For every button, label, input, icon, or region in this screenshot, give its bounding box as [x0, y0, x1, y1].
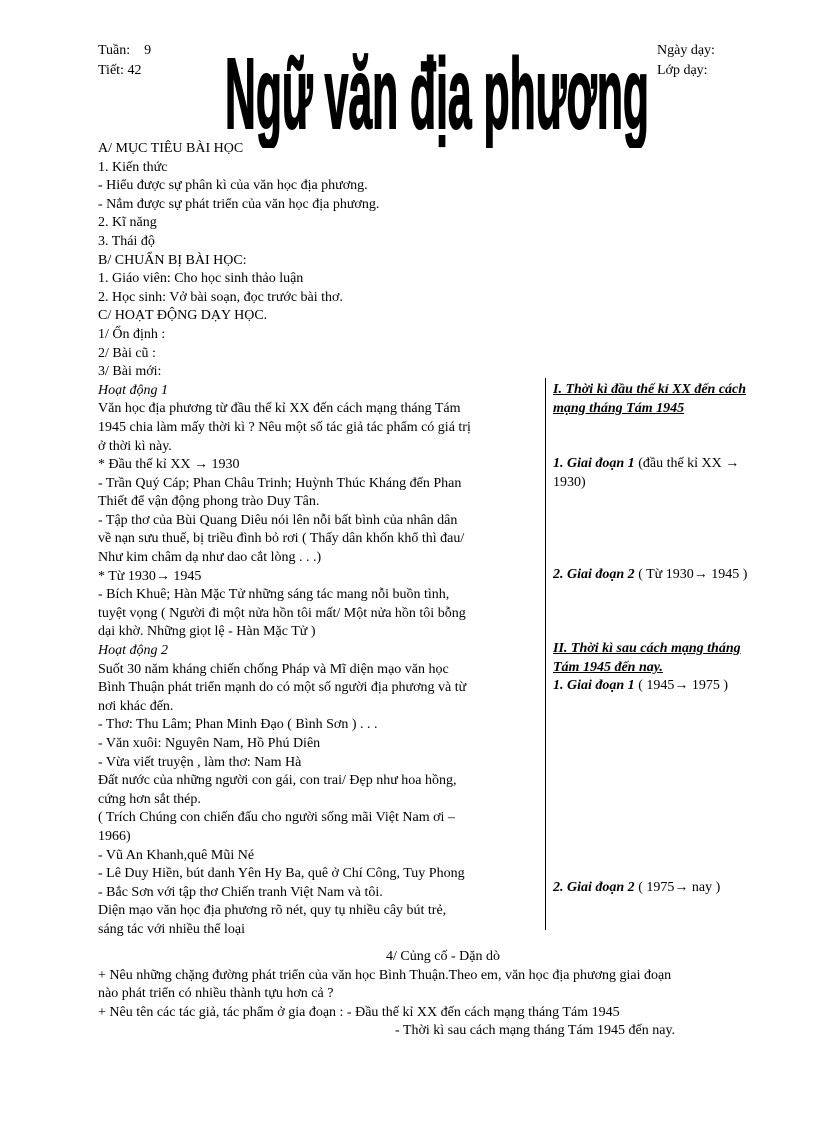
text-line: Như kim châm dạ như dao cắt lòng . . .) [98, 550, 322, 566]
consolidation-section [98, 948, 788, 1041]
page-title [222, 28, 652, 148]
consolidation-heading: 4/ Củng cố - Dặn dò [386, 949, 500, 964]
section-c-heading: C/ HOẠT ĐỘNG DẠY HỌC. [98, 308, 268, 324]
activity-1-heading: Hoạt động 1 [98, 382, 168, 398]
text-line: 1966) [98, 828, 131, 844]
text-line: - Vũ An Khanh,quê Mũi Né [98, 847, 255, 863]
text-line: - Tập thơ của Bùi Quang Diêu nói lên nỗi bất bình của nhân dân [98, 512, 458, 528]
text-line: 1/ Ổn định : [98, 326, 166, 342]
text-line: tuyệt vọng ( Người đi một nửa hồn tôi mất/ Một nửa hồn tôi bỗng [98, 605, 466, 621]
text-line: dại khờ. Những giọt lệ - Hàn Mặc Tử ) [98, 624, 316, 640]
text-line: 1. Giáo viên: Cho học sinh thảo luận [98, 271, 304, 287]
section-a-heading: A/ MỤC TIÊU BÀI HỌC [98, 141, 244, 156]
stage-1-label-cont: 1930) [553, 475, 586, 490]
text-line: - Trần Quý Cáp; Phan Châu Trinh; Huỳnh Thúc Kháng đến Phan [98, 475, 462, 491]
text-line: 1. Kiến thức [98, 159, 168, 175]
text-line: - Lê Duy Hiền, bút danh Yên Hy Ba, quê ở Chí Công, Tuy Phong [98, 866, 465, 882]
text-line: 2. Kĩ năng [98, 215, 157, 231]
stage-2-label: 2. Giai đoạn 2 ( Từ 1930→ 1945 ) [553, 567, 748, 582]
text-line: - Bích Khuê; Hàn Mặc Tử những sáng tác mang nỗi buồn tình, [98, 587, 450, 603]
week-label: Tuần: 9 [98, 43, 152, 58]
text-line: 2. Học sinh: Vở bài soạn, đọc trước bài thơ. [98, 289, 343, 305]
text-line: + Nêu tên các tác giả, tác phẩm ở gia đoạn : - Đầu thế kỉ XX đến cách mạng tháng Tám 1945 [98, 1004, 620, 1020]
activity-2-heading: Hoạt động 2 [98, 643, 168, 659]
stage-3-label: 1. Giai đoạn 1 ( 1945→ 1975 ) [553, 678, 729, 693]
text-line: Diện mạo văn học địa phương rõ nét, quy tụ nhiều cây bút trẻ, [98, 903, 447, 919]
teaching-date-label: Ngày dạy: [657, 43, 715, 58]
title-text: Ngữ văn địa phương [225, 38, 649, 148]
text-line: - Văn xuôi: Nguyên Nam, Hồ Phú Diên [98, 736, 321, 751]
text-line: về nạn sưu thuế, bị triều đình bỏ rơi ( Thấy dân khốn khổ thì đau/ [98, 531, 465, 547]
text-line: 3/ Bài mới: [98, 364, 162, 380]
text-line: cứng hơn sắt thép. [98, 791, 201, 807]
text-line: + Nêu những chặng đường phát triển của văn học Bình Thuận.Theo em, văn học địa phương giai đoạn [98, 967, 672, 983]
text-line: sáng tác với nhiều thể loại [98, 921, 245, 937]
text-line: Văn học địa phương từ đầu thế kỉ XX đến cách mạng tháng Tám [98, 401, 461, 417]
text-line: ở thời kì này. [98, 438, 172, 454]
text-line: - Nắm được sự phát triển của văn học địa phương. [98, 196, 380, 212]
text-line: Thiết để vận động phong trào Duy Tân. [98, 494, 320, 510]
text-line: Suốt 30 năm kháng chiến chống Pháp và Mĩ diện mạo văn học [98, 661, 449, 677]
text-line: nơi khác đến. [98, 698, 174, 714]
text-line: 3. Thái độ [98, 233, 155, 249]
lesson-number-label: Tiết: 42 [98, 63, 142, 78]
period-2-heading: II. Thời kì sau cách mạng tháng [553, 641, 741, 656]
text-line: - Bắc Sơn với tập thơ Chiến tranh Việt Nam và tôi. [98, 884, 383, 900]
text-line: - Thời kì sau cách mạng tháng Tám 1945 đến nay. [395, 1023, 676, 1039]
class-label: Lớp dạy: [657, 63, 708, 78]
text-line: - Hiểu được sự phân kì của văn học địa phương. [98, 178, 368, 194]
stage-4-label: 2. Giai đoạn 2 ( 1975→ nay ) [553, 880, 721, 895]
section-b-heading: B/ CHUẨN BỊ BÀI HỌC: [98, 252, 247, 268]
text-line: - Vừa viết truyện , làm thơ: Nam Hà [98, 754, 302, 770]
text-line: * Đầu thế kỉ XX → 1930 [98, 457, 240, 473]
period-2-heading-cont: Tám 1945 đến nay. [553, 660, 663, 675]
text-line: nào phát triển có nhiều thành tựu hơn cả ? [98, 986, 334, 1002]
period-1-heading-cont: mạng tháng Tám 1945 [553, 401, 685, 416]
column-divider [545, 378, 546, 930]
stage-1-label: 1. Giai đoạn 1 (đầu thế kỉ XX → [553, 456, 740, 471]
text-line: * Từ 1930→ 1945 [98, 568, 202, 584]
text-line: Bình Thuận phát triển mạnh do có một số người địa phương và từ [98, 680, 467, 696]
text-line: 1945 chia làm mấy thời kì ? Nêu một số tác giả tác phẩm có giá trị [98, 419, 471, 435]
lesson-content [98, 140, 538, 940]
text-line: - Thơ: Thu Lâm; Phan Minh Đạo ( Bình Sơn ) . . . [98, 717, 378, 733]
text-line: 2/ Bài cũ : [98, 345, 156, 361]
period-1-heading: I. Thời kì đầu thế kỉ XX đến cách [553, 382, 747, 397]
text-line: ( Trích Chúng con chiến đấu cho người sống mãi Việt Nam ơi – [98, 810, 455, 826]
text-line: Đất nước của những người con gái, con trai/ Đẹp như hoa hồng, [98, 773, 457, 789]
